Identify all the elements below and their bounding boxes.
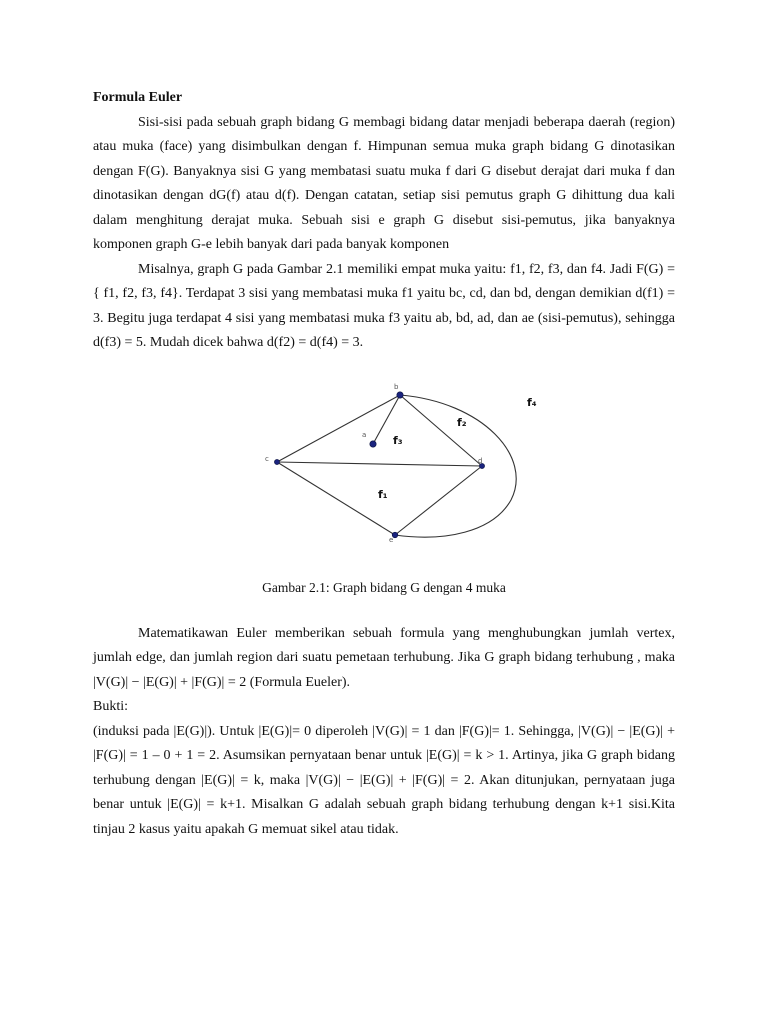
vertex-label-c: c [265,454,269,463]
graph-diagram [93,382,675,572]
vertex-a [370,440,376,446]
face-label-f1: f₁ [378,487,388,501]
paragraph-proof: (induksi pada |E(G)|). Untuk |E(G)|= 0 diperoleh |V(G)| = 1 dan |F(G)|= 1. Sehingga, |V(G)| − |E(G)| + |F(G)| = 1 – 0 + 1 = 2. Asumsikan pernyataan benar untuk |E(G)| = k > 1. Artinya, jika G graph bidang terhubung dengan |E(G)| = k, maka |V(G)| − |E(G)| + |F(G)| = 2. Akan ditunjukan, pernyataan juga benar untuk |E(G)| = k+1. Misalkan G adalah sebuah graph bidang terhubung dengan k+1 sisi.Kita tinjau 2 kasus yaitu apakah G memuat sikel atau tidak. [93,723,675,837]
section-heading: Formula Euler [93,90,183,105]
edge-bd [400,395,482,466]
proof-label: Bukti: [93,699,129,714]
document-page [93,86,675,842]
figure-caption: Gambar 2.1: Graph bidang G dengan 4 muka [262,579,506,595]
face-label-f3: f₃ [393,433,403,447]
vertex-label-e: e [389,535,394,544]
figure-graph [93,382,675,572]
face-label-f2: f₂ [457,415,467,429]
edge-de [395,466,482,535]
edge-arc-be [395,395,516,537]
face-label-f4: f₄ [527,395,537,409]
vertex-label-a: a [362,430,367,439]
paragraph-euler-formula: Matematikawan Euler memberikan sebuah formula yang menghubungkan jumlah vertex, jumlah edge, dan jumlah region dari suatu pemetaan terhubung. Jika G graph bidang terhubung , maka |V(G)| − |E(G)| + |F(G)| = 2 (Formula Eueler). [93,625,675,690]
paragraph-face-definition: Sisi-sisi pada sebuah graph bidang G membagi bidang datar menjadi beberapa daerah (region) atau muka (face) yang disimbulkan dengan f. Himpunan semua muka graph bidang G dinotasikan dengan F(G). Banyaknya sisi G yang membatasi suatu muka f dari G disebut derajat dari muka f dan dinotasikan dengan dG(f) atau d(f). Dengan catatan, setiap sisi pemutus graph G dihittung dua kali dalam menghitung derajat muka. Sebuah sisi e graph G disebut sisi-pemutus, jika banyaknya komponen graph G-e lebih banyak dari pada banyak komponen [93,114,675,252]
edge-cd [277,462,482,466]
vertex-b [397,391,403,397]
vertex-c [274,459,279,464]
vertex-label-b: b [394,382,399,391]
vertex-label-d: d [478,456,483,465]
paragraph-example: Misalnya, graph G pada Gambar 2.1 memiliki empat muka yaitu: f1, f2, f3, dan f4. Jadi F(G) = { f1, f2, f3, f4}. Terdapat 3 sisi yang membatasi muka f1 yaitu bc, cd, dan bd, dengan demikian d(f1) = 3. Begitu juga terdapat 4 sisi yang membatasi muka f3 yaitu ab, bd, ad, dan ae (sisi-pemutus), sehingga d(f3) = 5. Mudah dicek bahwa d(f2) = d(f4) = 3. [93,261,675,350]
